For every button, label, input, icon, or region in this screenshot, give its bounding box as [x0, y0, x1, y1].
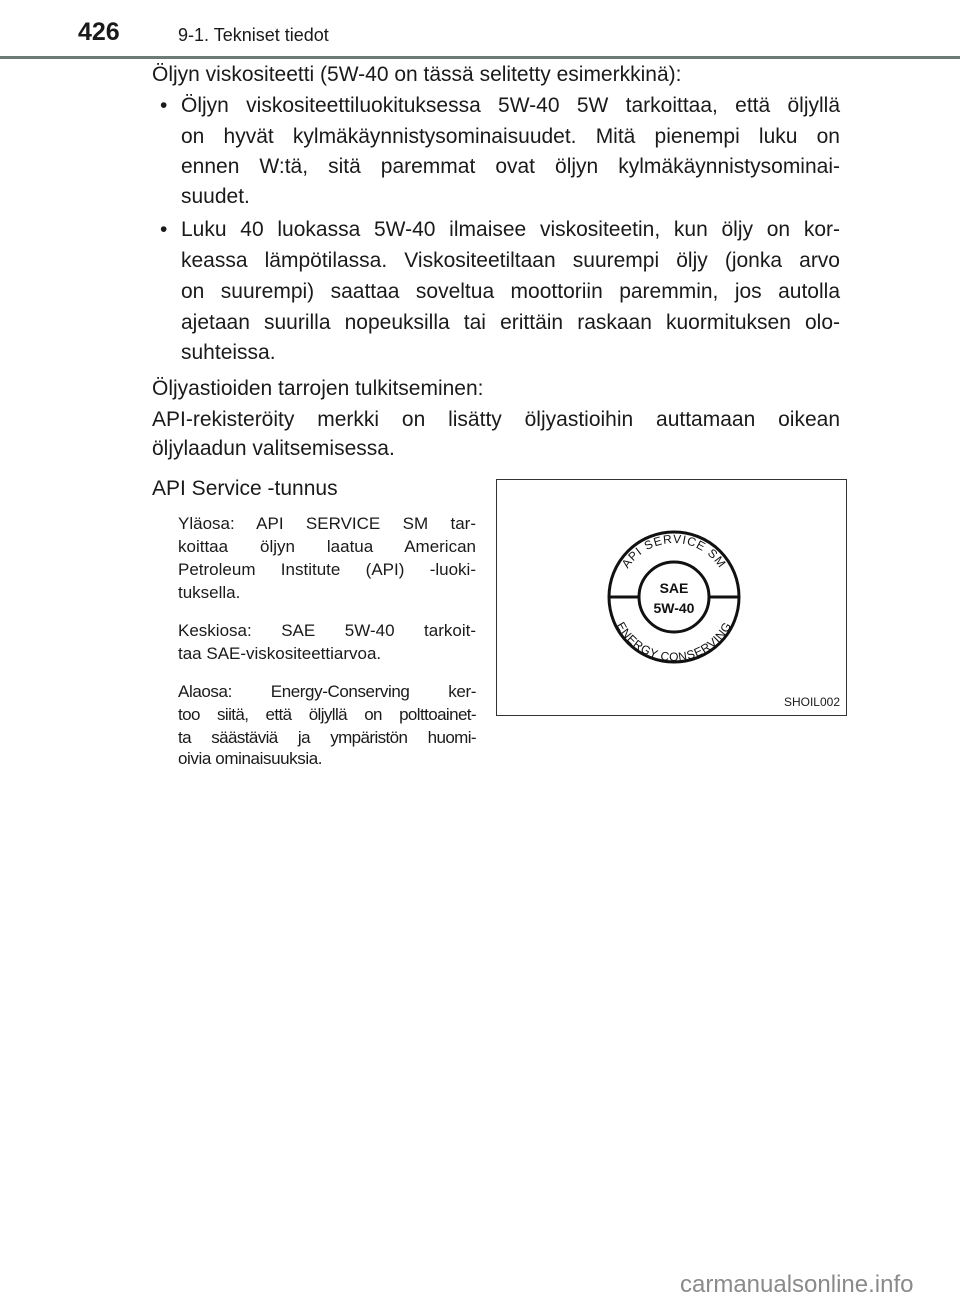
bullet-1-line: Öljyn viskositeettiluokituksessa 5W-40 5W tarkoittaa, että öljyllä — [181, 94, 840, 117]
symbol-top-text: API SERVICE SM — [618, 531, 730, 571]
symbol-bottom-text: ENERGY CONSERVING — [613, 619, 735, 664]
section-title: 9-1. Tekniset tiedot — [178, 25, 329, 45]
desc-top-line: tuksella. — [178, 583, 241, 602]
bullet-icon: • — [160, 94, 168, 117]
header-rule — [0, 56, 960, 59]
bullet-2-line: keassa lämpötilassa. Viskositeetiltaan suurempi öljy (jonka arvo — [181, 249, 840, 272]
bullet-2-line: on suurempi) saattaa soveltua moottoriin paremmin, jos autolla — [181, 280, 840, 303]
desc-bottom-line: too siitä, että öljyllä on polttoainet- — [178, 705, 476, 724]
desc-bottom-line: ta säästäviä ja ympäristön huomi- — [178, 728, 476, 747]
bullet-icon: • — [160, 218, 168, 241]
symbol-grade-text: 5W-40 — [653, 600, 695, 616]
labels-text-line: API-rekisteröity merkki on lisätty öljyastioihin auttamaan oikean — [152, 408, 840, 431]
symbol-sae-text: SAE — [659, 580, 689, 596]
page-number: 426 — [78, 18, 120, 46]
bullet-2-line: suhteissa. — [181, 341, 276, 364]
bullet-1-line: on hyvät kylmäkäynnistysominaisuudet. Mitä pienempi luku on — [181, 125, 840, 148]
intro-text: Öljyn viskositeetti (5W-40 on tässä selitetty esimerkkinä): — [152, 63, 682, 86]
desc-middle-line: Keskiosa: SAE 5W-40 tarkoit- — [178, 621, 476, 640]
labels-heading: Öljyastioiden tarrojen tulkitseminen: — [152, 377, 484, 400]
figure-id: SHOIL002 — [783, 695, 840, 709]
labels-text-line: öljylaadun valitsemisessa. — [152, 437, 395, 460]
desc-top-line: Yläosa: API SERVICE SM tar- — [178, 514, 476, 533]
desc-top-line: Petroleum Institute (API) -luoki- — [178, 560, 476, 579]
api-donut-symbol — [497, 480, 845, 714]
desc-bottom-line: oivia ominaisuuksia. — [178, 749, 323, 768]
bullet-1-line: ennen W:tä, sitä paremmat ovat öljyn kylmäkäynnistysominai- — [181, 155, 840, 178]
watermark: carmanualsonline.info — [680, 1271, 914, 1298]
bullet-2-line: Luku 40 luokassa 5W-40 ilmaisee viskositeetin, kun öljy on kor- — [181, 218, 840, 241]
api-service-symbol-figure — [496, 479, 847, 716]
api-heading: API Service -tunnus — [152, 477, 338, 500]
desc-middle-line: taa SAE-viskositeettiarvoa. — [178, 644, 382, 663]
bullet-2-line: ajetaan suurilla nopeuksilla tai erittäin raskaan kuormituksen olo- — [181, 311, 840, 334]
desc-bottom-line: Alaosa: Energy-Conserving ker- — [178, 682, 476, 701]
bullet-1-line: suudet. — [181, 185, 250, 208]
desc-top-line: koittaa öljyn laatua American — [178, 537, 476, 556]
